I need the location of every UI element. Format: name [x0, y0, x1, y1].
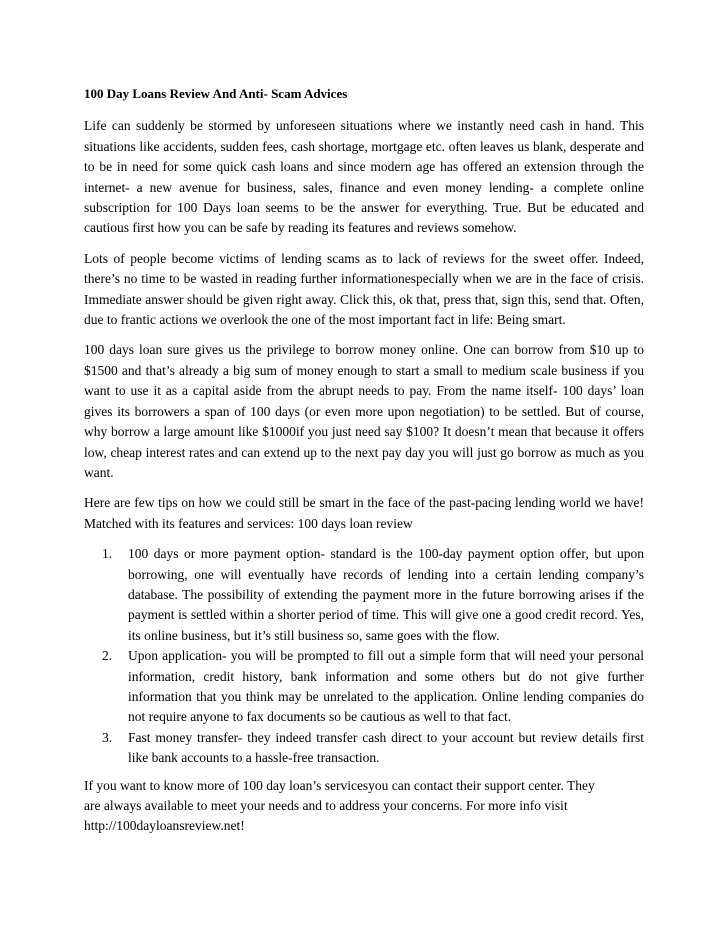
document-title: 100 Day Loans Review And Anti- Scam Advices: [84, 86, 348, 101]
paragraph-borrowing: 100 days loan sure gives us the privilege to borrow money online. One can borrow from $10 up to $1500 and that’s already a big sum of money enough to start a small to medium scale business if you want to use it as a capital aside from the abrupt needs to pay. From the name itself- 100 days’ loan gives its borrowers a span of 100 days (or even more upon negotiation) to be settled. But of course, why borrow a large amount like $1000if you just need say $100? It doesn’t mean that because it offers low, cheap interest rates and can extend up to the next pay day you will just go borrow as much as you want.: [84, 342, 644, 480]
closing-line: are always available to meet your needs and to address your concerns. For more info visit: [84, 798, 568, 813]
list-item: [84, 646, 644, 728]
list-item-number: 3.: [102, 729, 113, 745]
tips-list: [84, 544, 644, 768]
paragraph-tips-intro: Here are few tips on how we could still be smart in the face of the past-pacing lending world we have! Matched with its features and services: 100 days loan review: [84, 495, 644, 531]
list-item-number: 2.: [102, 648, 113, 664]
paragraph-closing: [84, 776, 644, 837]
closing-line: If you want to know more of 100 day loan’s servicesyou can contact their support center. They: [84, 777, 595, 793]
paragraph-intro: Life can suddenly be stormed by unforeseen situations where we instantly need cash in hand. This situations like accidents, sudden fees, cash shortage, mortgage etc. often leaves us blank, desperate and to be in need for some quick cash loans and since modern age has offered an extension through the internet- a new avenue for business, sales, finance and even money lending- a complete online subscription for 100 Days loan seems to be the answer for everything. True. But be educated and cautious first how you can be safe by reading its features and reviews somehow.: [84, 118, 644, 236]
list-item: [84, 544, 644, 646]
list-item-text: Fast money transfer- they indeed transfer cash direct to your account but review details first like bank accounts to a hassle-free transaction.: [128, 729, 644, 766]
closing-url: http://100dayloansreview.net!: [84, 818, 245, 834]
list-item: [84, 728, 644, 769]
list-item-text: 100 days or more payment option- standard is the 100-day payment option offer, but upon borrowing, one will eventually have records of lending into a certain lending company’s database. The possibility of extending the payment more in the future borrowing arises if the payment is settled within a shorter period of time. This will give one a good credit record. Yes, its online business, but it’s still business so, same goes with the flow.: [128, 546, 644, 643]
document-page: [84, 84, 644, 847]
list-item-number: 1.: [102, 546, 113, 562]
paragraph-scams: Lots of people become victims of lending scams as to lack of reviews for the sweet offer. Indeed, there’s no time to be wasted in reading further informationespecially when we are in the face of crisis. Immediate answer should be given right away. Click this, ok that, press that, sign this, send that. Often, due to frantic actions we overlook the one of the most important fact in life: Being smart.: [84, 250, 644, 328]
list-item-text: Upon application- you will be prompted to fill out a simple form that will need your personal information, credit history, bank information and some others but do not give further information that you think may be unrelated to the application. Online lending companies do not require anyone to fax documents so be cautious as well to that fact.: [128, 648, 644, 725]
